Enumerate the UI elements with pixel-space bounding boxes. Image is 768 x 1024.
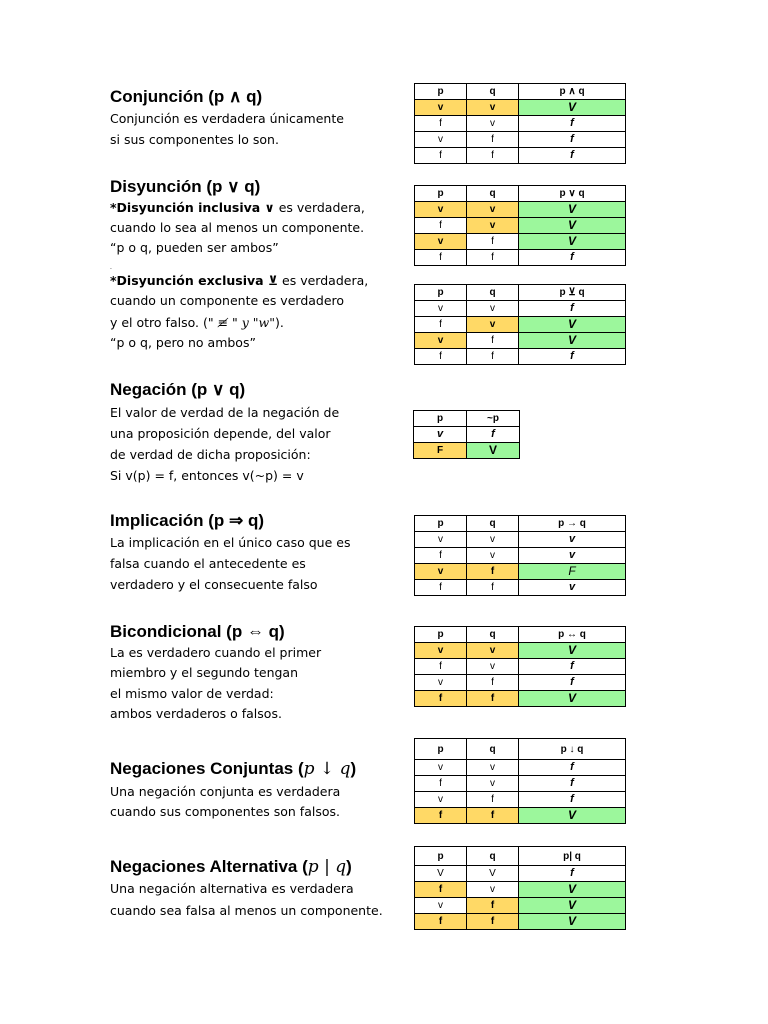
table-row	[415, 218, 626, 234]
table-row	[415, 116, 626, 132]
bicondicional-title: Bicondicional (p ⇔ q)	[110, 622, 285, 641]
table-cell: f	[467, 250, 519, 266]
table-header-row	[415, 186, 626, 202]
table-cell: V	[519, 643, 626, 659]
alternativa-title	[110, 857, 352, 877]
header-cell: p ↓ q	[519, 739, 626, 760]
not-equivalent-symbol: ≢	[217, 315, 229, 330]
table-row	[415, 301, 626, 317]
negacion-truth-table	[413, 410, 520, 459]
header-cell: ~p	[467, 411, 520, 427]
table-cell: v	[467, 659, 519, 675]
table-cell: V	[415, 866, 467, 882]
table-cell: f	[519, 148, 626, 164]
table-row	[415, 202, 626, 218]
table-cell: V	[519, 914, 626, 930]
table-cell: f	[415, 914, 467, 930]
exclusiva-text-c: ).	[274, 315, 284, 330]
table-cell: f	[519, 132, 626, 148]
table-cell: F	[414, 443, 467, 459]
negacion-text-3: de verdad de dicha proposición:	[110, 447, 311, 462]
table-cell: V	[519, 882, 626, 898]
alternativa-title-math: p | q	[307, 857, 347, 877]
disyuncion-exclusiva-text	[110, 273, 368, 289]
table-cell: f	[415, 250, 467, 266]
table-cell: v	[467, 317, 519, 333]
table-row	[415, 317, 626, 333]
bicondicional-text-2: miembro y el segundo tengan	[110, 665, 299, 680]
table-cell: v	[415, 760, 467, 776]
table-row	[415, 532, 626, 548]
table-row	[414, 427, 520, 443]
table-cell: f	[467, 808, 519, 824]
conjuncion-text-1: Conjunción es verdadera únicamente	[110, 111, 344, 126]
table-cell: v	[519, 580, 626, 596]
conjuntas-title-math: p ↓ q	[303, 759, 351, 779]
table-row	[415, 349, 626, 365]
table-cell: f	[519, 866, 626, 882]
table-cell: v	[467, 116, 519, 132]
table-cell: v	[519, 532, 626, 548]
table-cell: V	[519, 333, 626, 349]
table-cell: V	[519, 234, 626, 250]
conjuntas-text-1: Una negación conjunta es verdadera	[110, 784, 341, 799]
table-cell: V	[519, 218, 626, 234]
table-cell: v	[467, 776, 519, 792]
alternativa-title-text: Negaciones Alternativa (	[110, 857, 308, 876]
table-cell: v	[519, 548, 626, 564]
table-cell: f	[415, 691, 467, 707]
table-row	[415, 580, 626, 596]
disyuncion-inclusiva-line-2: cuando lo sea al menos un componente.	[110, 220, 365, 235]
table-cell: v	[415, 792, 467, 808]
table-row	[415, 250, 626, 266]
disyuncion-inclusiva-text	[110, 200, 365, 216]
header-cell: q	[467, 84, 519, 100]
table-cell: v	[467, 202, 519, 218]
table-cell: f	[415, 808, 467, 824]
table-cell: v	[415, 100, 467, 116]
table-cell: V	[519, 100, 626, 116]
table-header-row	[415, 285, 626, 301]
bicondicional-text-1: La es verdadero cuando el primer	[110, 645, 322, 660]
table-cell: f	[467, 675, 519, 691]
header-cell: p ∧ q	[519, 84, 626, 100]
header-cell: p ∨ q	[519, 186, 626, 202]
table-cell: f	[467, 580, 519, 596]
table-cell: v	[415, 564, 467, 580]
stray-dot: .	[110, 264, 112, 271]
table-cell: f	[467, 333, 519, 349]
table-cell: f	[519, 760, 626, 776]
table-row	[415, 914, 626, 930]
implicacion-text-2: falsa cuando el antecedente es	[110, 556, 306, 571]
table-cell: f	[467, 148, 519, 164]
table-cell: v	[467, 301, 519, 317]
table-cell: f	[467, 349, 519, 365]
table-row	[415, 100, 626, 116]
table-cell: v	[467, 760, 519, 776]
disyuncion-exclusiva-truth-table	[414, 284, 626, 365]
disyuncion-exclusiva-rest: es verdadera,	[278, 273, 369, 288]
bicondicional-text-3: el mismo valor de verdad:	[110, 686, 274, 701]
conjuntas-title	[110, 759, 356, 779]
table-row	[415, 866, 626, 882]
negacion-title: Negación (p ∨ q)	[110, 380, 246, 399]
table-cell: V	[467, 443, 520, 459]
table-header-row	[414, 411, 520, 427]
alternativa-title-end: )	[346, 857, 352, 876]
table-cell: f	[415, 882, 467, 898]
conjuncion-truth-table	[414, 83, 626, 164]
header-cell: p	[414, 411, 467, 427]
conjuncion-text-2: si sus componentes lo son.	[110, 132, 279, 147]
table-cell: f	[467, 234, 519, 250]
exclusiva-text-a: y el otro falso. ("	[110, 315, 218, 330]
negacion-text-1: El valor de verdad de la negación de	[110, 405, 340, 420]
table-cell: f	[415, 776, 467, 792]
table-cell: f	[467, 792, 519, 808]
table-cell: v	[415, 333, 467, 349]
table-cell: v	[415, 643, 467, 659]
header-cell: p| q	[519, 847, 626, 866]
negacion-text-4: Si v(p) = f, entonces v(~p) = v	[110, 468, 304, 483]
disyuncion-exclusiva-line-4: “p o q, pero no ambos”	[110, 335, 256, 350]
table-cell: f	[415, 148, 467, 164]
bicondicional-truth-table	[414, 626, 626, 707]
implicacion-text-1: La implicación en el único caso que es	[110, 535, 351, 550]
header-cell: p	[415, 627, 467, 643]
table-cell: f	[519, 116, 626, 132]
disyuncion-exclusiva-line-3	[110, 315, 284, 331]
conjuntas-title-end: )	[350, 759, 357, 778]
table-cell: v	[415, 898, 467, 914]
table-header-row	[415, 84, 626, 100]
table-cell: f	[415, 218, 467, 234]
table-row	[415, 659, 626, 675]
table-cell: f	[519, 301, 626, 317]
exclusiva-text-b: "	[228, 315, 242, 330]
disyuncion-inclusiva-rest: es verdadera,	[274, 200, 365, 215]
bicondicional-text-4: ambos verdaderos o falsos.	[110, 706, 282, 721]
disyuncion-inclusiva-line-3: “p o q, pueden ser ambos”	[110, 240, 279, 255]
disyuncion-exclusiva-line-2: cuando un componente es verdadero	[110, 293, 345, 308]
table-cell: v	[415, 202, 467, 218]
table-cell: v	[467, 218, 519, 234]
table-row	[414, 443, 520, 459]
table-cell: f	[519, 675, 626, 691]
table-cell: v	[415, 532, 467, 548]
header-cell: p	[415, 847, 467, 866]
header-cell: q	[467, 627, 519, 643]
conjuncion-title: Conjunción (p ∧ q)	[110, 87, 263, 106]
header-cell: p ⊻ q	[519, 285, 626, 301]
negacion-text-2: una proposición depende, del valor	[110, 426, 331, 441]
table-header-row	[415, 847, 626, 866]
table-cell: f	[519, 250, 626, 266]
table-cell: V	[519, 691, 626, 707]
table-cell: f	[467, 564, 519, 580]
implicacion-truth-table	[414, 515, 626, 596]
disyuncion-exclusiva-label: *Disyunción exclusiva ⊻	[110, 273, 279, 288]
table-row	[415, 760, 626, 776]
table-row	[415, 675, 626, 691]
table-header-row	[415, 627, 626, 643]
header-cell: p → q	[519, 516, 626, 532]
header-cell: p	[415, 285, 467, 301]
disyuncion-inclusiva-truth-table	[414, 185, 626, 266]
disyuncion-inclusiva-label: *Disyunción inclusiva ∨	[110, 200, 275, 215]
table-row	[415, 776, 626, 792]
header-cell: q	[467, 739, 519, 760]
table-cell: f	[415, 548, 467, 564]
table-cell: f	[467, 427, 520, 443]
table-cell: f	[415, 116, 467, 132]
conjuntas-text-2: cuando sus componentes son falsos.	[110, 804, 340, 819]
table-cell: V	[519, 317, 626, 333]
alternativa-text-1: Una negación alternativa es verdadera	[110, 881, 354, 896]
table-cell: v	[415, 234, 467, 250]
table-cell: v	[414, 427, 467, 443]
header-cell: q	[467, 186, 519, 202]
table-cell: f	[415, 659, 467, 675]
table-cell: V	[467, 866, 519, 882]
alternativa-truth-table	[414, 846, 626, 930]
table-cell: f	[519, 792, 626, 808]
exclusiva-y: y	[241, 315, 249, 330]
table-row	[415, 132, 626, 148]
table-cell: v	[467, 882, 519, 898]
conjuntas-title-text: Negaciones Conjuntas (	[110, 759, 304, 778]
table-cell: f	[467, 132, 519, 148]
table-header-row	[415, 516, 626, 532]
table-row	[415, 234, 626, 250]
header-cell: p	[415, 516, 467, 532]
table-row	[415, 148, 626, 164]
table-cell: f	[467, 914, 519, 930]
table-cell: v	[467, 548, 519, 564]
table-row	[415, 882, 626, 898]
table-cell: v	[415, 301, 467, 317]
table-header-row	[415, 739, 626, 760]
header-cell: p	[415, 739, 467, 760]
alternativa-text-2: cuando sea falsa al menos un componente.	[110, 903, 383, 918]
table-row	[415, 792, 626, 808]
table-row	[415, 333, 626, 349]
exclusiva-w: "w"	[248, 315, 275, 330]
implicacion-text-3: verdadero y el consecuente falso	[110, 577, 318, 592]
table-cell: V	[519, 898, 626, 914]
table-cell: v	[467, 100, 519, 116]
table-cell: F	[519, 564, 626, 580]
table-cell: f	[519, 776, 626, 792]
conjuntas-truth-table	[414, 738, 626, 824]
table-cell: f	[415, 580, 467, 596]
table-cell: f	[519, 349, 626, 365]
header-cell: q	[467, 516, 519, 532]
table-cell: f	[467, 898, 519, 914]
table-cell: v	[467, 532, 519, 548]
table-row	[415, 808, 626, 824]
disyuncion-title: Disyunción (p ∨ q)	[110, 177, 261, 196]
table-cell: V	[519, 808, 626, 824]
table-cell: f	[415, 349, 467, 365]
table-cell: v	[415, 132, 467, 148]
table-cell: f	[519, 659, 626, 675]
header-cell: q	[467, 847, 519, 866]
header-cell: p ↔ q	[519, 627, 626, 643]
table-cell: V	[519, 202, 626, 218]
implicacion-title: Implicación (p ⇒ q)	[110, 511, 265, 530]
header-cell: p	[415, 84, 467, 100]
table-row	[415, 643, 626, 659]
table-cell: f	[415, 317, 467, 333]
table-row	[415, 548, 626, 564]
table-row	[415, 564, 626, 580]
header-cell: q	[467, 285, 519, 301]
header-cell: p	[415, 186, 467, 202]
table-cell: f	[467, 691, 519, 707]
table-cell: v	[467, 643, 519, 659]
table-cell: v	[415, 675, 467, 691]
table-row	[415, 691, 626, 707]
table-row	[415, 898, 626, 914]
